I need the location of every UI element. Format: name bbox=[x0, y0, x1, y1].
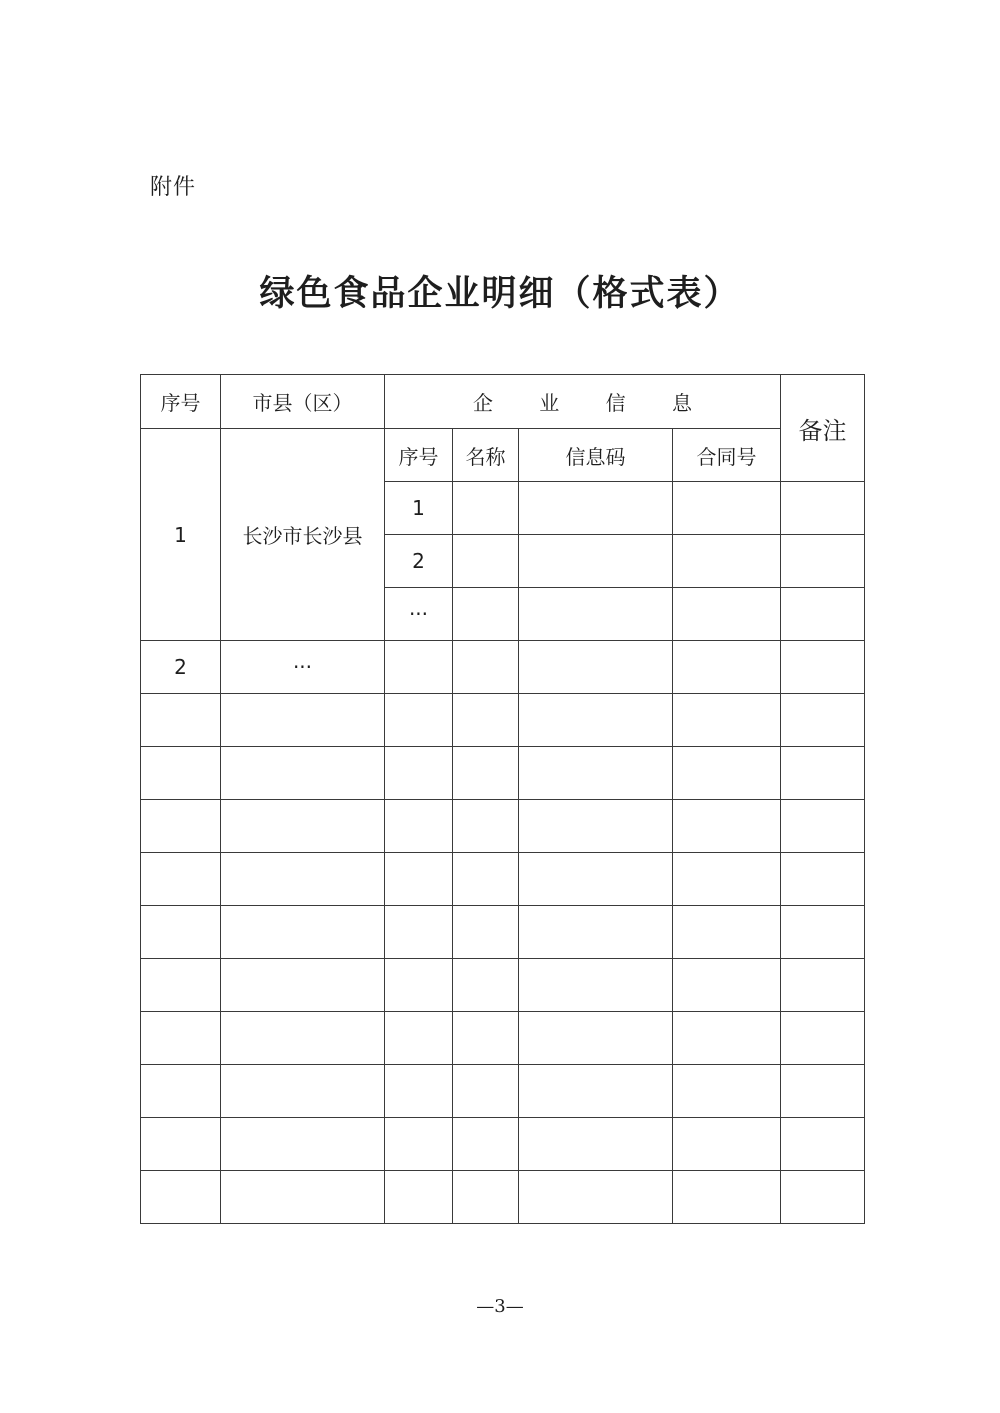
blank-info-code-cell bbox=[519, 959, 673, 1012]
blank-info-code-cell bbox=[519, 1065, 673, 1118]
blank-info-code-cell bbox=[519, 694, 673, 747]
blank-contract-no-cell bbox=[673, 853, 781, 906]
blank-name-cell bbox=[453, 853, 519, 906]
blank-enterprise-seq-cell bbox=[385, 906, 453, 959]
blank-name-cell bbox=[453, 906, 519, 959]
group-city-county-cell: 长沙市长沙县 bbox=[221, 429, 385, 641]
blank-remark-cell bbox=[781, 959, 865, 1012]
blank-seq-cell bbox=[141, 1118, 221, 1171]
blank-info-code-cell bbox=[519, 1118, 673, 1171]
blank-city-county-cell bbox=[221, 1171, 385, 1224]
blank-remark-cell bbox=[781, 694, 865, 747]
blank-name-cell bbox=[453, 1012, 519, 1065]
header-enterprise-info: 企 业 信 息 bbox=[385, 375, 781, 429]
blank-info-code-cell bbox=[519, 747, 673, 800]
blank-city-county-cell bbox=[221, 1118, 385, 1171]
blank-row bbox=[141, 959, 865, 1012]
sub-header-info-code: 信息码 bbox=[519, 429, 673, 482]
blank-info-code-cell bbox=[519, 1171, 673, 1224]
enterprise-remark-cell bbox=[781, 535, 865, 588]
blank-seq-cell bbox=[141, 959, 221, 1012]
blank-name-cell bbox=[453, 1118, 519, 1171]
blank-city-county-cell bbox=[221, 1012, 385, 1065]
header-seq: 序号 bbox=[141, 375, 221, 429]
blank-city-county-cell bbox=[221, 959, 385, 1012]
blank-name-cell bbox=[453, 747, 519, 800]
enterprise-contract-no-cell bbox=[673, 588, 781, 641]
blank-contract-no-cell bbox=[673, 1065, 781, 1118]
enterprise-info-code-cell bbox=[519, 482, 673, 535]
enterprise-remark-cell bbox=[781, 482, 865, 535]
header-row bbox=[141, 375, 865, 429]
blank-contract-no-cell bbox=[673, 694, 781, 747]
group-seq-cell: 2 bbox=[141, 641, 221, 694]
blank-contract-no-cell bbox=[673, 1171, 781, 1224]
blank-contract-no-cell bbox=[673, 906, 781, 959]
blank-seq-cell bbox=[141, 906, 221, 959]
group-row bbox=[141, 641, 865, 694]
blank-remark-cell bbox=[781, 1171, 865, 1224]
blank-remark-cell bbox=[781, 1118, 865, 1171]
enterprise-seq-cell: 2 bbox=[385, 535, 453, 588]
blank-seq-cell bbox=[141, 1065, 221, 1118]
page-number: —3— bbox=[476, 1296, 524, 1317]
group-city-county-cell: ··· bbox=[221, 641, 385, 694]
blank-remark-cell bbox=[781, 1065, 865, 1118]
blank-enterprise-seq-cell bbox=[385, 747, 453, 800]
blank-remark-cell bbox=[781, 800, 865, 853]
blank-contract-no-cell bbox=[673, 1012, 781, 1065]
blank-remark-cell bbox=[781, 1012, 865, 1065]
sub-header-row bbox=[141, 429, 865, 482]
blank-enterprise-seq-cell bbox=[385, 1065, 453, 1118]
blank-name-cell bbox=[453, 694, 519, 747]
blank-remark-cell bbox=[781, 747, 865, 800]
blank-name-cell bbox=[453, 1171, 519, 1224]
blank-name-cell bbox=[453, 800, 519, 853]
blank-info-code-cell bbox=[519, 800, 673, 853]
blank-row bbox=[141, 1171, 865, 1224]
blank-contract-no-cell bbox=[673, 800, 781, 853]
blank-seq-cell bbox=[141, 853, 221, 906]
blank-city-county-cell bbox=[221, 800, 385, 853]
blank-city-county-cell bbox=[221, 906, 385, 959]
enterprise-seq-cell: 1 bbox=[385, 482, 453, 535]
blank-enterprise-seq-cell bbox=[385, 853, 453, 906]
blank-contract-no-cell bbox=[673, 959, 781, 1012]
enterprise-contract-no-cell bbox=[673, 535, 781, 588]
sub-header-contract-no: 合同号 bbox=[673, 429, 781, 482]
enterprise-contract-no-cell bbox=[673, 641, 781, 694]
blank-contract-no-cell bbox=[673, 1118, 781, 1171]
enterprise-remark-cell bbox=[781, 588, 865, 641]
enterprise-name-cell bbox=[453, 641, 519, 694]
blank-city-county-cell bbox=[221, 747, 385, 800]
group-seq-cell: 1 bbox=[141, 429, 221, 641]
blank-seq-cell bbox=[141, 747, 221, 800]
blank-row bbox=[141, 853, 865, 906]
blank-enterprise-seq-cell bbox=[385, 959, 453, 1012]
document-title: 绿色食品企业明细（格式表） bbox=[259, 274, 741, 314]
blank-enterprise-seq-cell bbox=[385, 1012, 453, 1065]
blank-remark-cell bbox=[781, 853, 865, 906]
header-remark: 备注 bbox=[781, 375, 865, 482]
enterprise-name-cell bbox=[453, 535, 519, 588]
enterprise-name-cell bbox=[453, 482, 519, 535]
blank-name-cell bbox=[453, 1065, 519, 1118]
attachment-label: 附件 bbox=[150, 175, 197, 200]
blank-info-code-cell bbox=[519, 906, 673, 959]
blank-row bbox=[141, 1065, 865, 1118]
enterprise-remark-cell bbox=[781, 641, 865, 694]
blank-seq-cell bbox=[141, 1171, 221, 1224]
blank-row bbox=[141, 906, 865, 959]
blank-row bbox=[141, 747, 865, 800]
blank-enterprise-seq-cell bbox=[385, 800, 453, 853]
enterprise-info-code-cell bbox=[519, 535, 673, 588]
enterprise-detail-table bbox=[140, 374, 865, 1224]
enterprise-name-cell bbox=[453, 588, 519, 641]
enterprise-seq-cell bbox=[385, 641, 453, 694]
blank-row bbox=[141, 800, 865, 853]
sub-header-seq: 序号 bbox=[385, 429, 453, 482]
blank-row bbox=[141, 1012, 865, 1065]
header-city-county: 市县（区） bbox=[221, 375, 385, 429]
blank-row bbox=[141, 1118, 865, 1171]
enterprise-info-code-cell bbox=[519, 588, 673, 641]
enterprise-seq-cell: ··· bbox=[385, 588, 453, 641]
blank-contract-no-cell bbox=[673, 747, 781, 800]
sub-header-name: 名称 bbox=[453, 429, 519, 482]
blank-info-code-cell bbox=[519, 853, 673, 906]
blank-remark-cell bbox=[781, 906, 865, 959]
blank-name-cell bbox=[453, 959, 519, 1012]
blank-info-code-cell bbox=[519, 1012, 673, 1065]
blank-city-county-cell bbox=[221, 853, 385, 906]
blank-enterprise-seq-cell bbox=[385, 1118, 453, 1171]
enterprise-info-code-cell bbox=[519, 641, 673, 694]
blank-enterprise-seq-cell bbox=[385, 694, 453, 747]
blank-enterprise-seq-cell bbox=[385, 1171, 453, 1224]
blank-seq-cell bbox=[141, 694, 221, 747]
blank-row bbox=[141, 694, 865, 747]
enterprise-contract-no-cell bbox=[673, 482, 781, 535]
blank-seq-cell bbox=[141, 1012, 221, 1065]
blank-seq-cell bbox=[141, 800, 221, 853]
blank-city-county-cell bbox=[221, 694, 385, 747]
blank-city-county-cell bbox=[221, 1065, 385, 1118]
